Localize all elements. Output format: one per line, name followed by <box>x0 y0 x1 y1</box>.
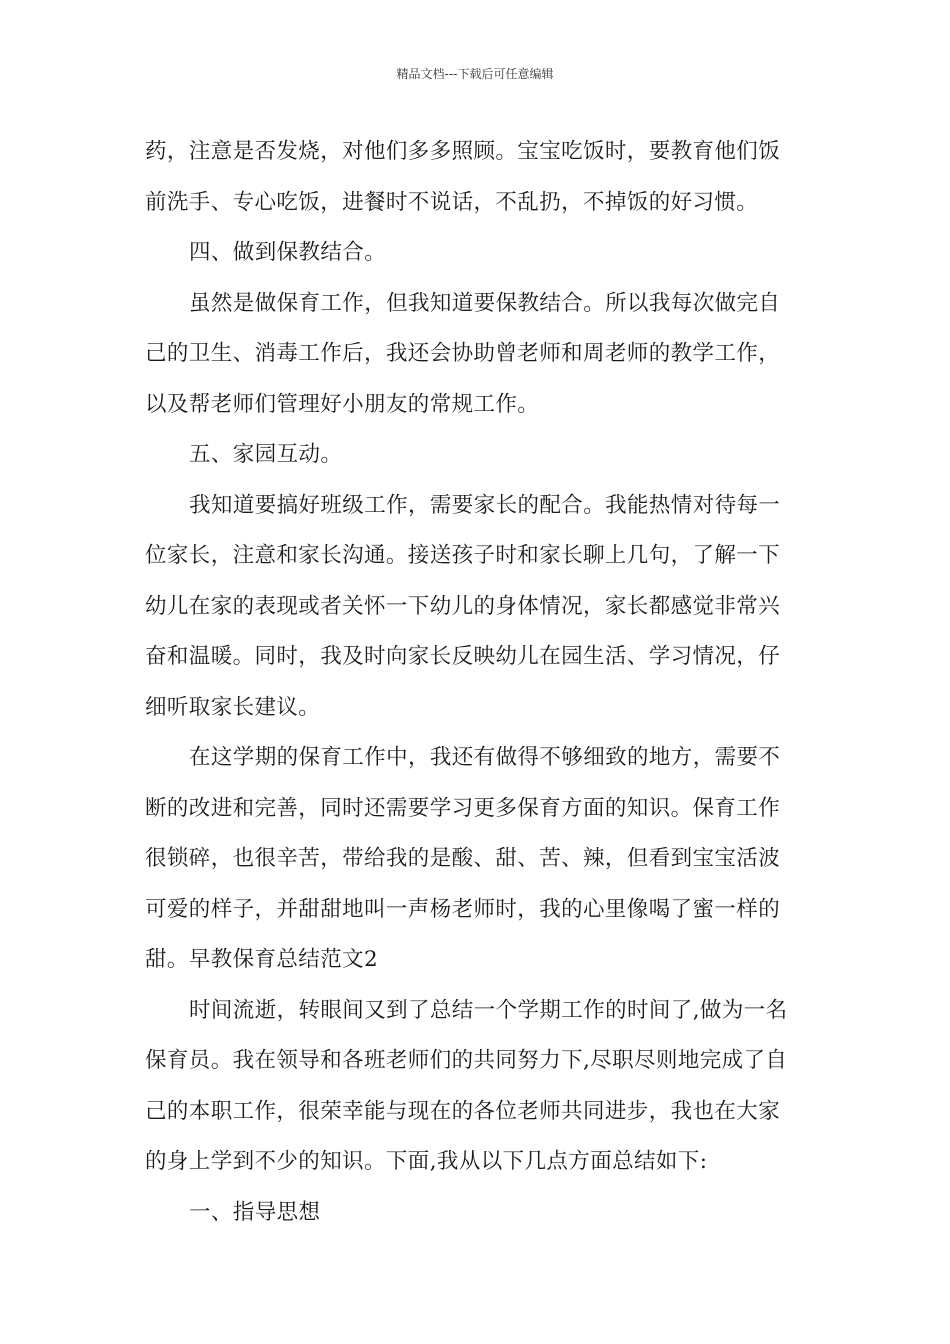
document-body <box>145 132 807 1243</box>
text-line: 可爱的样子，并甜甜地叫一声杨老师时，我的心里像喝了蜜一样的 <box>145 896 781 922</box>
paragraph-first-line: 我知道要搞好班级工作，需要家长的配合。我能热情对待每一 <box>189 492 781 518</box>
paragraph-first-line: 时间流逝，转眼间又到了总结一个学期工作的时间了,做为一名 <box>189 997 788 1023</box>
text-line: 己的本职工作，很荣幸能与现在的各位老师共同进步，我也在大家 <box>145 1098 781 1124</box>
page-header: 精品文档---下载后可任意编辑 <box>396 67 554 81</box>
text-line: 保育员。我在领导和各班老师们的共同努力下,尽职尽则地完成了自 <box>145 1048 788 1073</box>
paragraph-first-line: 在这学期的保育工作中，我还有做得不够细致的地方，需要不 <box>189 745 781 770</box>
section-heading: 四、做到保教结合。 <box>189 240 387 265</box>
text-line: 幼儿在家的表现或者关怀一下幼儿的身体情况，家长都感觉非常兴 <box>145 593 781 619</box>
text-line: 的身上学到不少的知识。下面,我从以下几点方面总结如下: <box>145 1149 708 1174</box>
text-line: 以及帮老师们管理好小朋友的常规工作。 <box>145 391 540 417</box>
text-line: 己的卫生、消毒工作后，我还会协助曾老师和周老师的教学工作， <box>145 341 781 366</box>
section-heading: 一、指导思想 <box>189 1199 321 1225</box>
text-line: 细听取家长建议。 <box>145 694 321 720</box>
text-line: 很锁碎，也很辛苦，带给我的是酸、甜、苦、辣，但看到宝宝活波 <box>145 846 781 871</box>
paragraph-first-line: 虽然是做保育工作，但我知道要保教结合。所以我每次做完自 <box>189 290 781 316</box>
text-line: 位家长，注意和家长沟通。接送孩子时和家长聊上几句，了解一下 <box>145 543 781 568</box>
text-line: 断的改进和完善，同时还需要学习更多保育方面的知识。保育工作 <box>145 795 781 821</box>
text-line: 奋和温暖。同时，我及时向家长反映幼儿在园生活、学习情况，仔 <box>145 644 781 669</box>
text-line: 甜。早教保育总结范文2 <box>145 947 379 972</box>
section-heading: 五、家园互动。 <box>189 442 343 467</box>
text-line: 前洗手、专心吃饭，进餐时不说话，不乱扔，不掉饭的好习惯。 <box>145 189 759 215</box>
text-line: 药，注意是否发烧，对他们多多照顾。宝宝吃饭时，要教育他们饭 <box>145 139 781 164</box>
